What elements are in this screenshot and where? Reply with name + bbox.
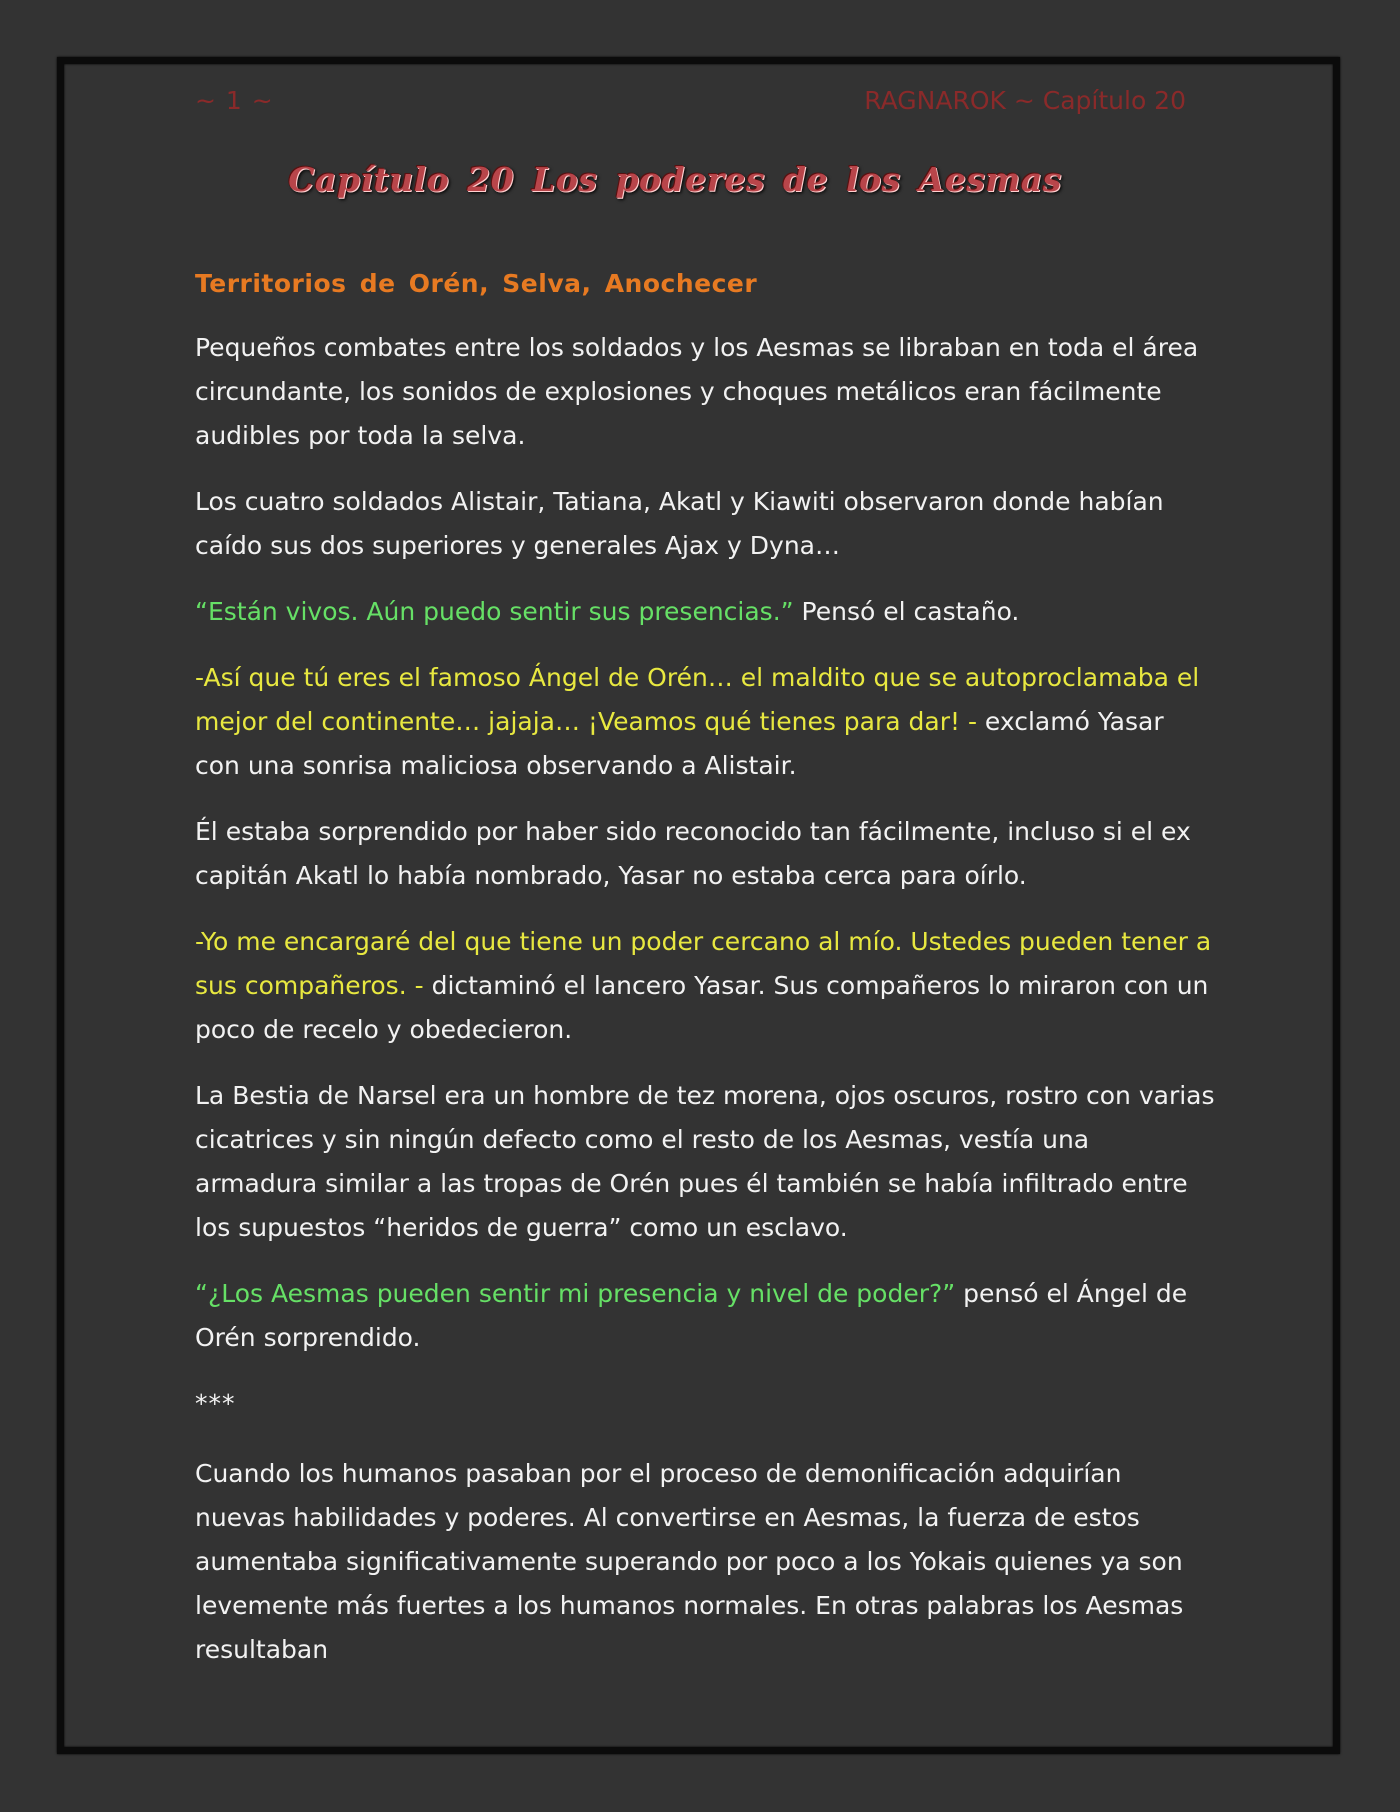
narration-text: exclamó Yasar con una sonrisa maliciosa observando a Alistair. (195, 707, 1164, 780)
dialogue-text: -Así que tú eres el famoso Ángel de Orén… el maldito que se autoproclamaba el mejor del continente… jajaja… ¡Veamos qué tienes para dar! - (195, 663, 1200, 736)
narration-text: dictaminó el lancero Yasar. Sus compañeros lo miraron con un poco de recelo y obedecieron. (195, 971, 1209, 1044)
paragraph-7: La Bestia de Narsel era un hombre de tez morena, ojos oscuros, rostro con varias cicatrices y sin ningún defecto como el resto de los Aesmas, vestía una armadura similar a las tropas de Orén pues él también se había infiltrado entre los supuestos “heridos de guerra” como un esclavo. (195, 1081, 1215, 1242)
thought-text: “Están vivos. Aún puedo sentir sus presencias.” (195, 597, 794, 626)
paragraph-9: Cuando los humanos pasaban por el proceso de demonificación adquirían nuevas habilidades y poderes. Al convertirse en Aesmas, la fuerza de estos aumentaba significativamente superando por poco a los Yokais quienes ya son levemente más fuertes a los humanos normales. En otras palabras los Aesmas resultaban (195, 1459, 1184, 1664)
page-number: ~ 1 ~ (195, 86, 274, 115)
paragraph-5: Él estaba sorprendido por haber sido reconocido tan fácilmente, incluso si el ex capitán Akatl lo había nombrado, Yasar no estaba cerca para oírlo. (195, 817, 1191, 890)
thought-text: “¿Los Aesmas pueden sentir mi presencia y nivel de poder?” (195, 1279, 956, 1308)
paragraph-1: Pequeños combates entre los soldados y los Aesmas se libraban en toda el área circundante, los sonidos de explosiones y choques metálicos eran fácilmente audibles por toda la selva. (195, 333, 1199, 450)
paragraph-6 (195, 920, 1215, 1052)
scene-heading: Territorios de Orén, Selva, Anochecer (195, 269, 758, 298)
narration-text: pensó el Ángel de Orén sorprendido. (195, 1279, 1188, 1352)
scene-separator: *** (195, 1389, 236, 1418)
dialogue-text: -Yo me encargaré del que tiene un poder cercano al mío. Ustedes pueden tener a sus compañeros. - (195, 927, 1212, 1000)
paragraph-4 (195, 656, 1215, 788)
paragraph-3 (195, 590, 1215, 634)
chapter-body (195, 262, 1215, 1694)
chapter-title: Capítulo 20 Los poderes de los Aesmas (288, 160, 1062, 199)
paragraph-2: Los cuatro soldados Alistair, Tatiana, Akatl y Kiawiti observaron donde habían caído sus dos superiores y generales Ajax y Dyna… (195, 487, 1164, 560)
paragraph-8 (195, 1272, 1215, 1360)
running-header-title: RAGNAROK ~ Capítulo 20 (864, 86, 1186, 115)
narration-text: Pensó el castaño. (793, 597, 1020, 626)
